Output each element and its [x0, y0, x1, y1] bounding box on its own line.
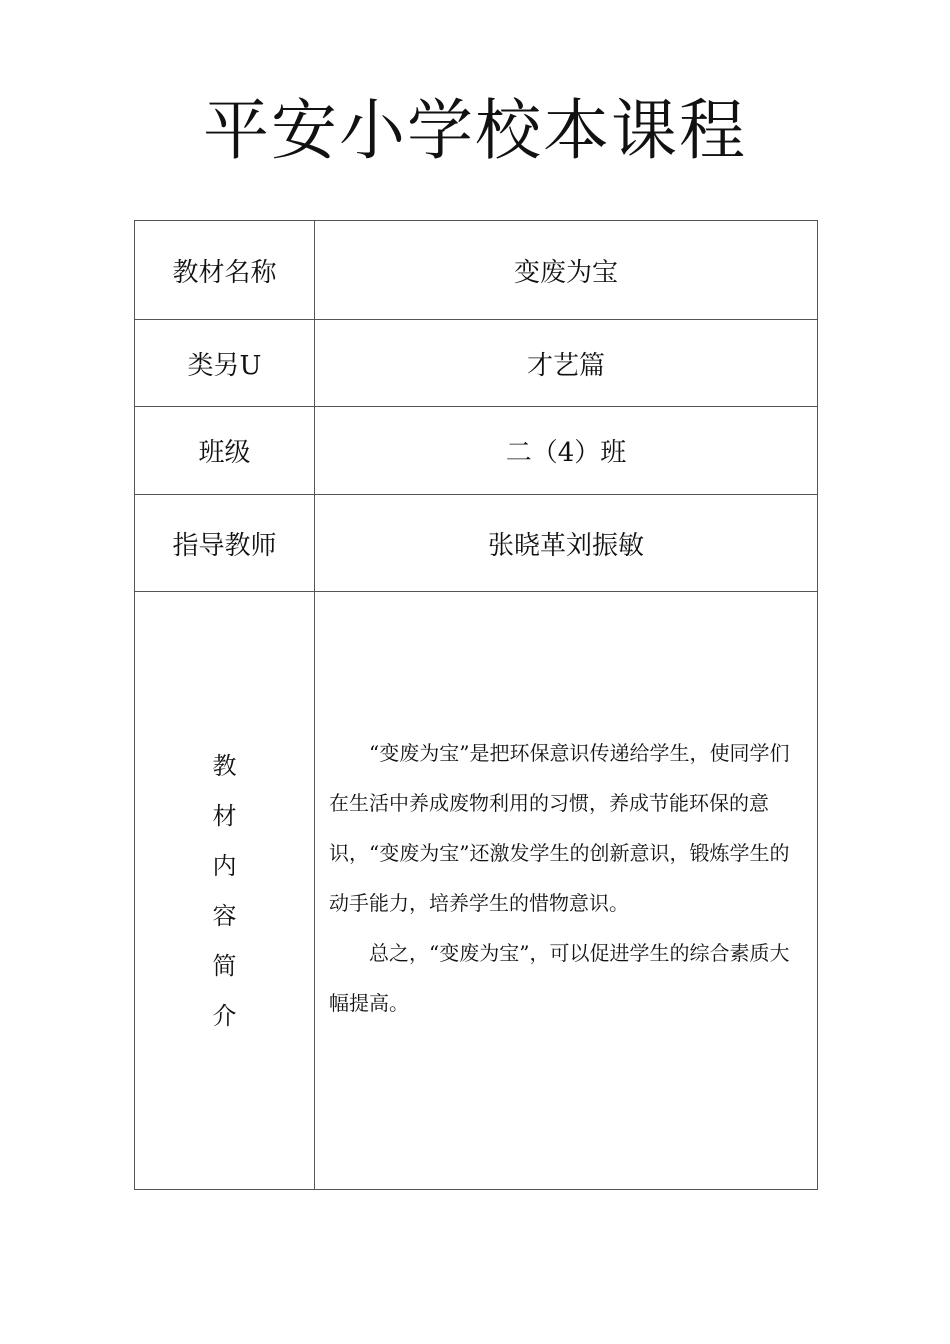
table-row-category: [135, 320, 818, 407]
content-summary-text: [329, 728, 809, 1028]
label-char: 材: [212, 801, 237, 830]
table-row-instructor: [135, 495, 818, 592]
content-paragraph: 总之，“变废为宝”，可以促进学生的综合素质大幅提高。: [329, 941, 790, 1015]
content-summary-cell: [315, 592, 818, 1190]
table-row-textbook-name: [135, 221, 818, 320]
label-char: 容: [212, 901, 237, 930]
course-info-table: [134, 220, 818, 1190]
content-summary-label-cell: [135, 592, 315, 1190]
table-row-class: [135, 407, 818, 495]
table-row-content-summary: [135, 592, 818, 1190]
content-summary-label: [135, 748, 314, 1034]
row-value-textbook-name: 变废为宝: [315, 221, 818, 320]
row-value-category: 才艺篇: [315, 320, 818, 407]
label-char: 内: [212, 851, 237, 880]
content-paragraph: “变废为宝”是把环保意识传递给学生，使同学们在生活中养成废物利用的习惯，养成节能环保的意识，“变废为宝”还激发学生的创新意识，锻炼学生的动手能力，培养学生的惜物意识。: [329, 741, 790, 915]
row-label-category: 类另U: [135, 320, 315, 407]
label-char: 介: [212, 1001, 237, 1030]
row-value-class: 二（4）班: [315, 407, 818, 495]
row-label-textbook-name: 教材名称: [135, 221, 315, 320]
row-value-instructor: 张晓革刘振敏: [315, 495, 818, 592]
row-label-instructor: 指导教师: [135, 495, 315, 592]
row-label-class: 班级: [135, 407, 315, 495]
label-char: 简: [212, 951, 237, 980]
label-char: 教: [212, 751, 237, 780]
page-title: 平安小学校本课程: [203, 92, 747, 169]
